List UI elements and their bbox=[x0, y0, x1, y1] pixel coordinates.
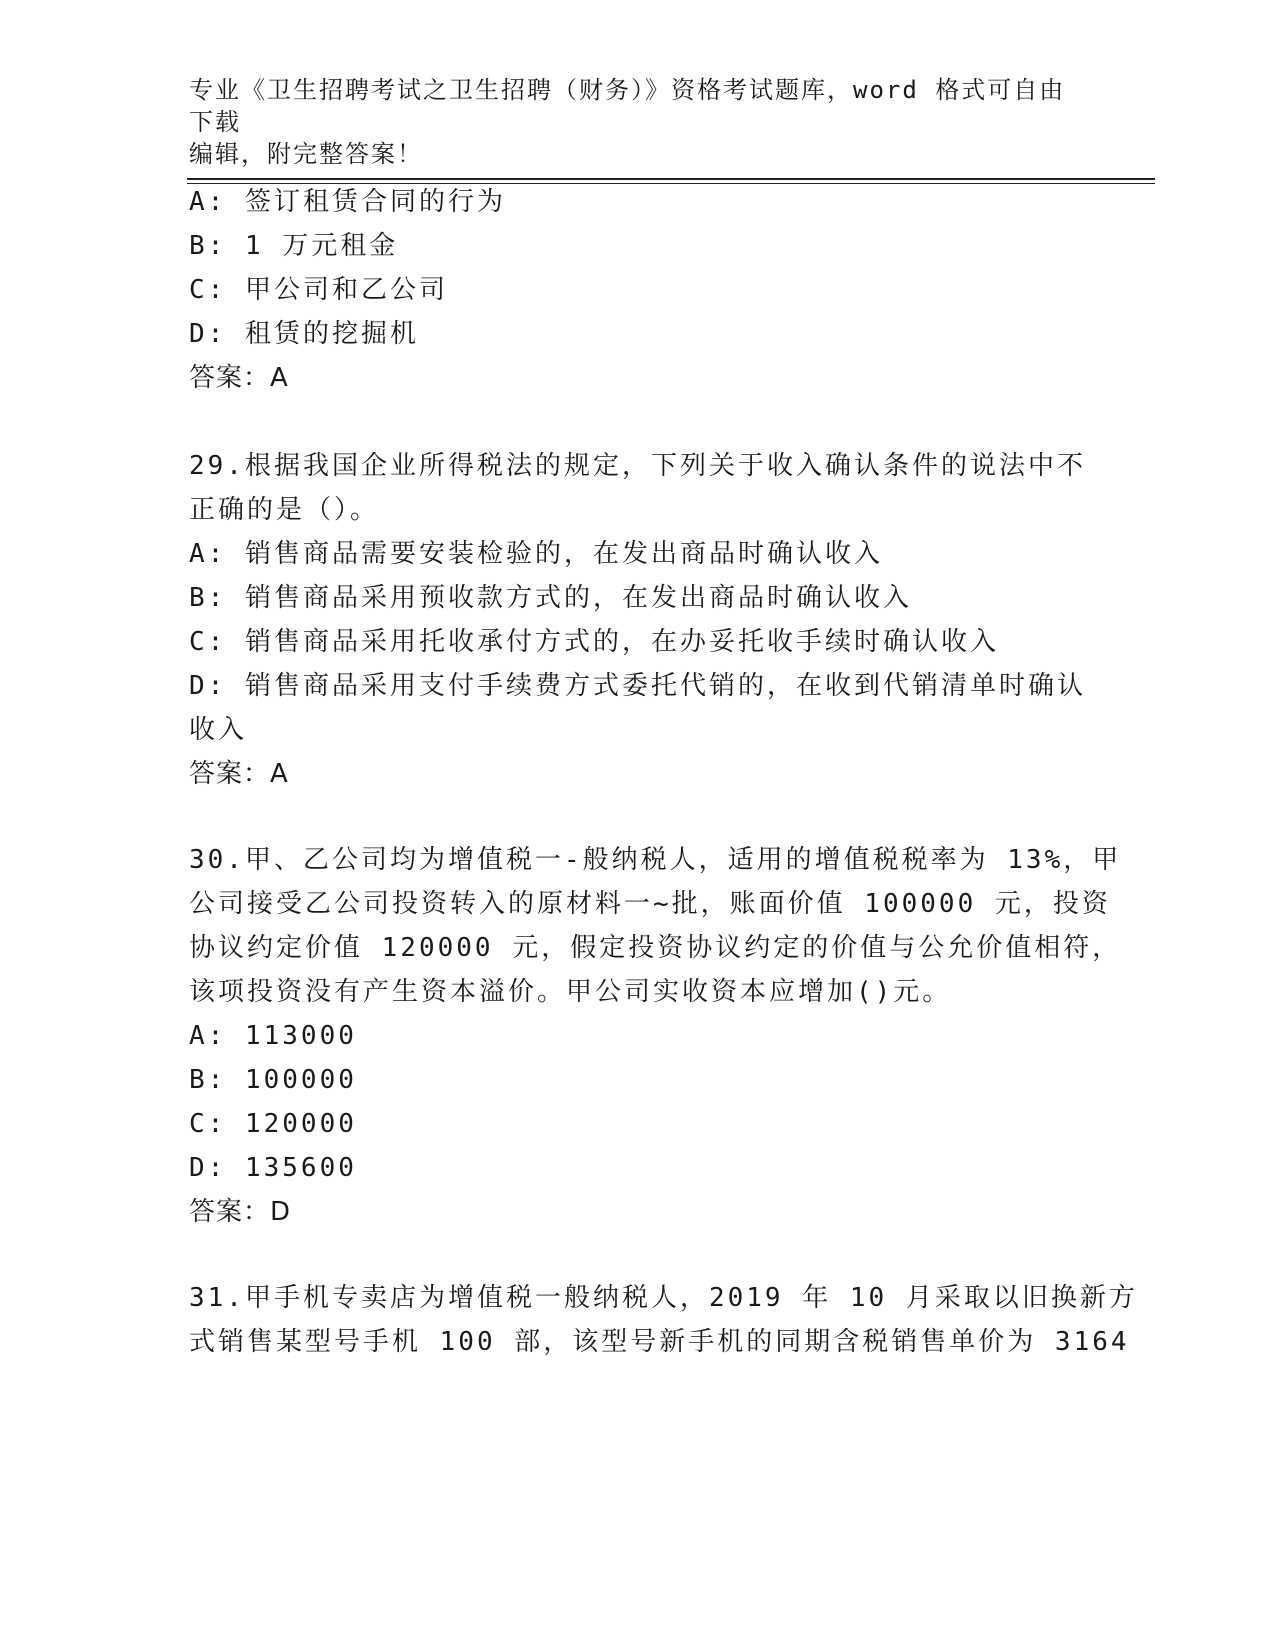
q29-option-a: A: 销售商品需要安装检验的，在发出商品时确认收入 bbox=[189, 539, 883, 569]
q30-option-b: B: 100000 bbox=[189, 1065, 357, 1095]
q29-option-b: B: 销售商品采用预收款方式的，在发出商品时确认收入 bbox=[189, 583, 912, 613]
q30-stem-line-1: 30.甲、乙公司均为增值税一-般纳税人，适用的增值税税率为 13%，甲 bbox=[189, 845, 1122, 875]
q30-option-d: D: 135600 bbox=[189, 1153, 357, 1183]
q28-option-b: B: 1 万元租金 bbox=[189, 231, 399, 261]
q29-option-d-line-1: D: 销售商品采用支付手续费方式委托代销的，在收到代销清单时确认 bbox=[189, 671, 1086, 701]
q28-option-a: A: 签订租赁合同的行为 bbox=[189, 187, 506, 217]
q31-stem-line-2: 式销售某型号手机 100 部，该型号新手机的同期含税销售单价为 3164 bbox=[189, 1327, 1130, 1357]
q30-option-c: C: 120000 bbox=[189, 1109, 357, 1139]
header-rule-thick bbox=[187, 178, 1155, 180]
q30-stem-line-2: 公司接受乙公司投资转入的原材料一~批，账面价值 100000 元，投资 bbox=[189, 889, 1111, 919]
q28-option-d: D: 租赁的挖掘机 bbox=[189, 319, 419, 349]
header-line-1: 专业《卫生招聘考试之卫生招聘（财务）》资格考试题库，word 格式可自由下载 bbox=[189, 76, 1066, 136]
header-line-2: 编辑，附完整答案！ bbox=[189, 140, 423, 168]
q30-stem-line-4: 该项投资没有产生资本溢价。甲公司实收资本应增加()元。 bbox=[189, 977, 952, 1007]
q29-answer: 答案：A bbox=[189, 759, 289, 789]
q29-stem-line-2: 正确的是（）。 bbox=[189, 495, 380, 525]
q29-stem-line-1: 29.根据我国企业所得税法的规定，下列关于收入确认条件的说法中不 bbox=[189, 451, 1086, 481]
q30-answer: 答案：D bbox=[189, 1197, 292, 1227]
q31-stem-line-1: 31.甲手机专卖店为增值税一般纳税人，2019 年 10 月采取以旧换新方 bbox=[189, 1283, 1138, 1313]
q28-answer: 答案：A bbox=[189, 363, 289, 393]
q30-stem-line-3: 协议约定价值 120000 元，假定投资协议约定的价值与公允价值相符， bbox=[189, 933, 1122, 963]
q29-option-d-line-2: 收入 bbox=[189, 715, 248, 745]
q28-option-c: C: 甲公司和乙公司 bbox=[189, 275, 448, 305]
document-header bbox=[189, 74, 1089, 170]
q29-option-c: C: 销售商品采用托收承付方式的，在办妥托收手续时确认收入 bbox=[189, 627, 999, 657]
q30-option-a: A: 113000 bbox=[189, 1021, 357, 1051]
